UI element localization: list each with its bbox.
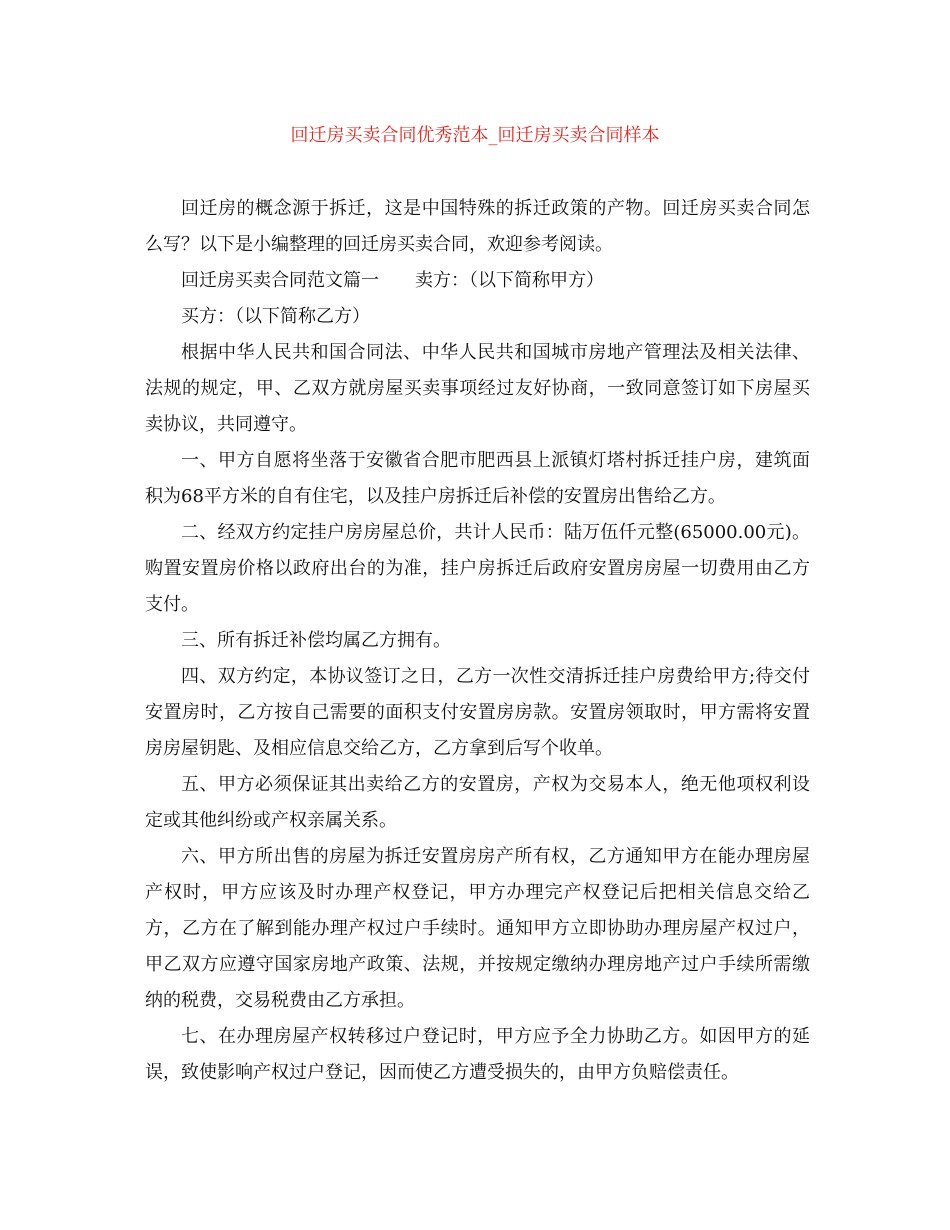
clause-2: 二、经双方约定挂户房房屋总价，共计人民币：陆万伍仟元整(65000.00元)。购置安置房价格以政府出台的为准，挂户房拆迁后政府安置房房屋一切费用由乙方支付。 <box>145 522 810 615</box>
preamble-paragraph: 根据中华人民共和国合同法、中华人民共和国城市房地产管理法及相关法律、法规的规定，甲、乙双方就房屋买卖事项经过友好协商，一致同意签订如下房屋买卖协议，共同遵守。 <box>145 342 810 435</box>
clause-7: 七、在办理房屋产权转移过户登记时，甲方应予全力协助乙方。如因甲方的延误，致使影响产权过户登记，因而使乙方遭受损失的，由甲方负赔偿责任。 <box>145 1026 810 1083</box>
clause-3: 三、所有拆迁补偿均属乙方拥有。 <box>181 630 451 651</box>
clause-5: 五、甲方必须保证其出卖给乙方的安置房，产权为交易本人，绝无他项权利设定或其他纠纷或产权亲属关系。 <box>145 774 810 831</box>
clause-4: 四、双方约定，本协议签订之日，乙方一次性交清拆迁挂户房费给甲方;待交付安置房时，乙方按自己需要的面积支付安置房房款。安置房领取时，甲方需将安置房房屋钥匙、及相应信息交给乙方，乙方拿到后写个收单。 <box>145 666 810 759</box>
intro-paragraph: 回迁房的概念源于拆迁，这是中国特殊的拆迁政策的产物。回迁房买卖合同怎么写？以下是小编整理的回迁房买卖合同，欢迎参考阅读。 <box>145 198 810 255</box>
buyer-line: 买方：（以下简称乙方） <box>181 306 370 327</box>
clause-1: 一、甲方自愿将坐落于安徽省合肥市肥西县上派镇灯塔村拆迁挂户房，建筑面积为68平方米的自有住宅，以及挂户房拆迁后补偿的安置房出售给乙方。 <box>145 450 810 507</box>
seller-line: 回迁房买卖合同范文篇一 卖方：（以下简称甲方） <box>181 270 604 291</box>
document-body <box>145 191 810 1091</box>
document-title: 回迁房买卖合同优秀范本_回迁房买卖合同样本 <box>290 125 660 146</box>
clause-6: 六、甲方所出售的房屋为拆迁安置房房产所有权，乙方通知甲方在能办理房屋产权时，甲方应该及时办理产权登记，甲方办理完产权登记后把相关信息交给乙方，乙方在了解到能办理产权过户手续时。通知甲方立即协助办理房屋产权过户，甲乙双方应遵守国家房地产政策、法规，并按规定缴纳办理房地产过户手续所需缴纳的税费，交易税费由乙方承担。 <box>145 846 810 1011</box>
